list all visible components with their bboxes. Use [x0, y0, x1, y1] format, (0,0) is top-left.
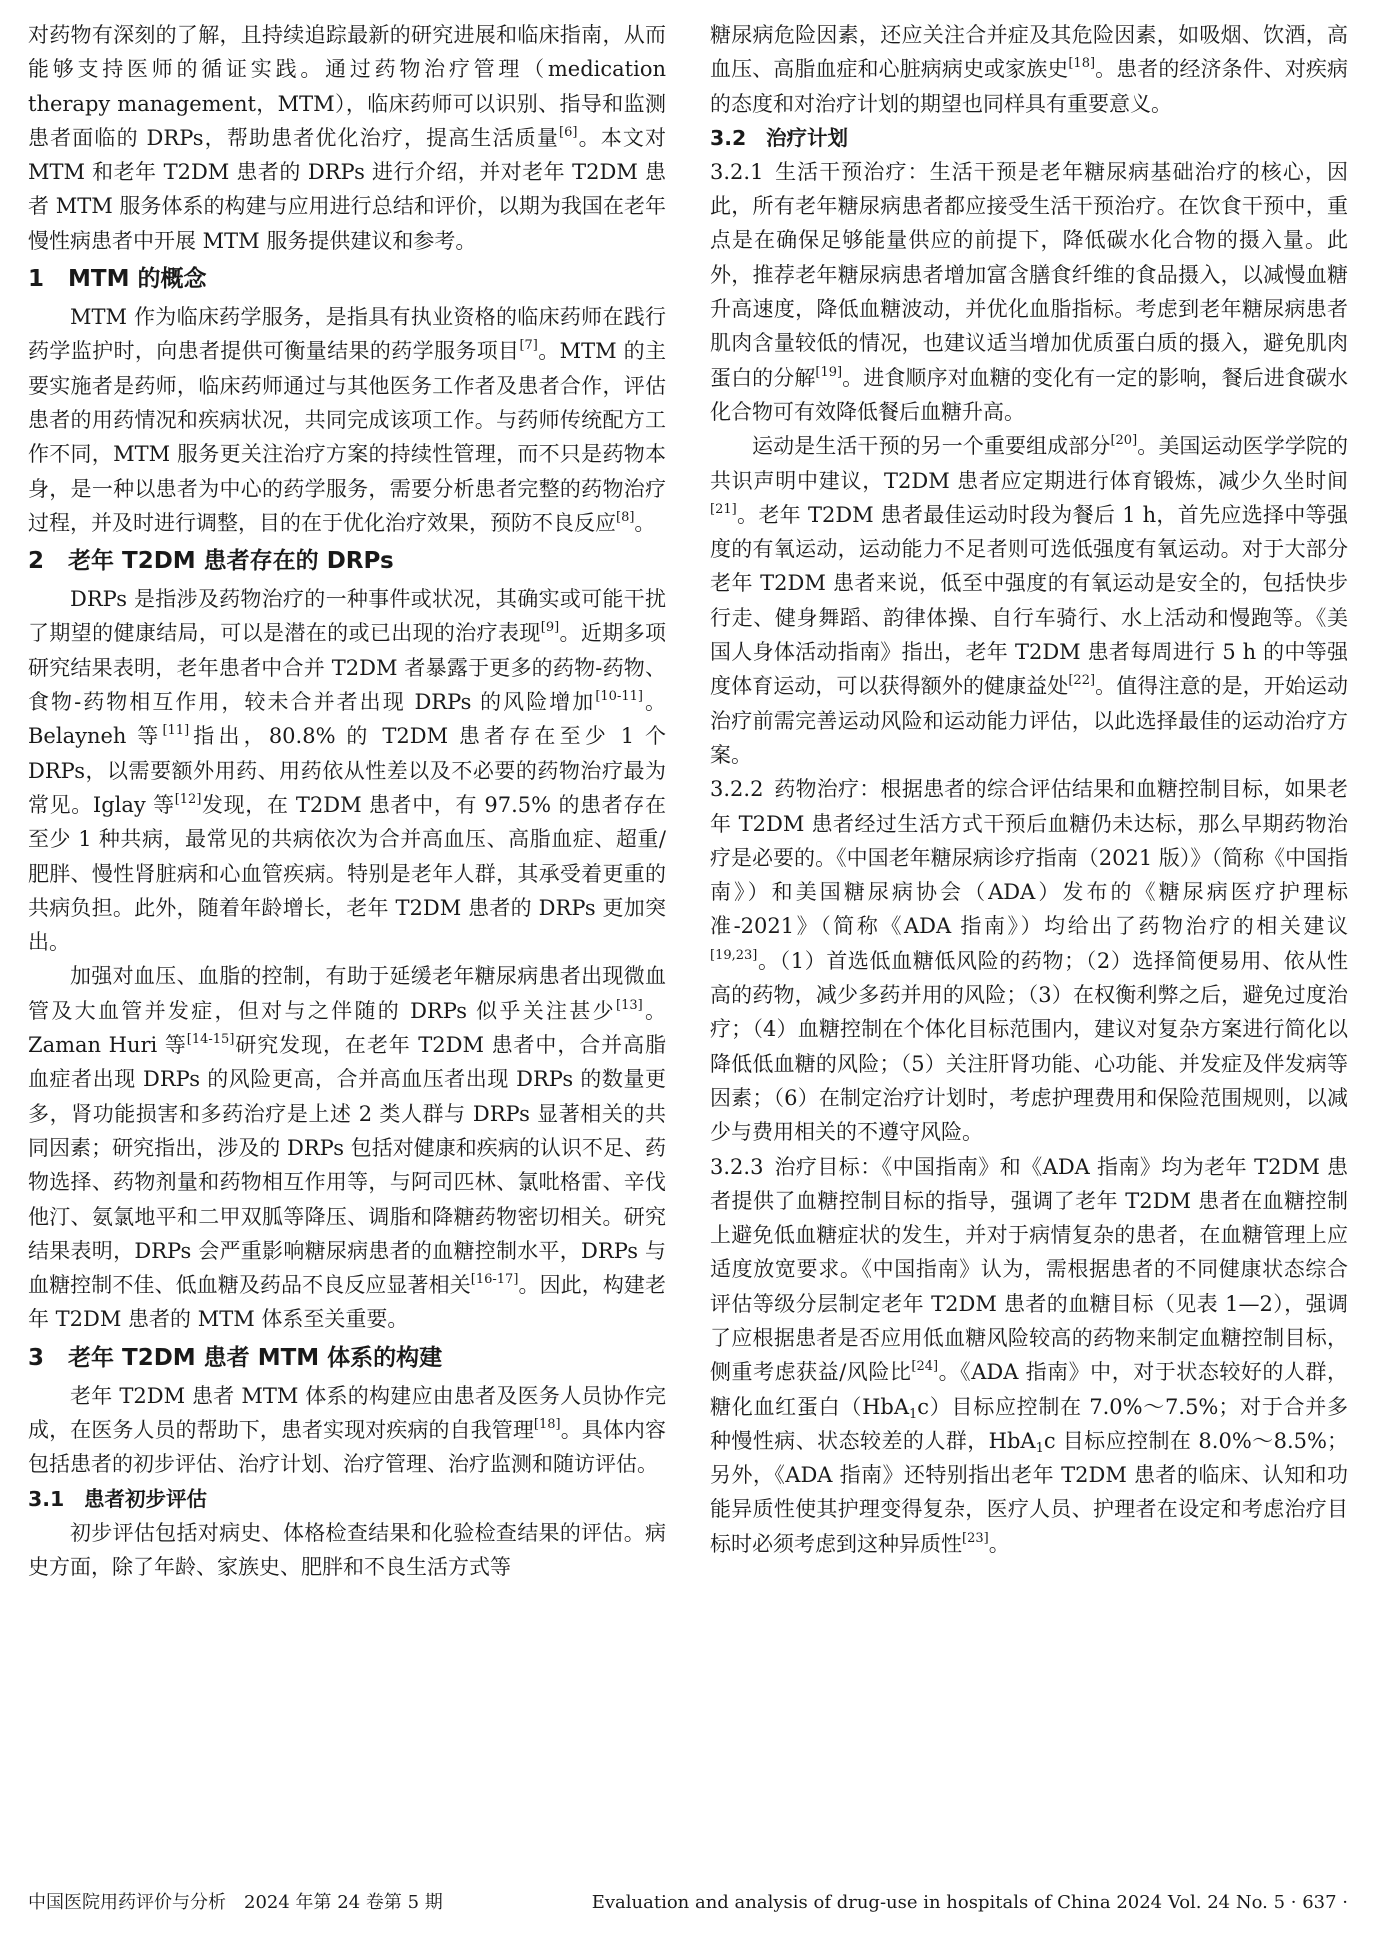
- section-3-2-1-paragraph-1: 3.2.1 生活干预治疗：生活干预是老年糖尿病基础治疗的核心，因此，所有老年糖尿病患者都应接受生活干预治疗。在饮食干预中，重点是在确保足够能量供应的前提下，降低碳水化合物的摄入量。此外，推荐老年糖尿病患者增加富含膳食纤维的食品摄入，以减慢血糖升高速度，降低血糖波动，并优化血脂指标。考虑到老年糖尿病患者肌肉含量较低的情况，也建议适当增加优质蛋白质的摄入，避免肌肉蛋白的分解[19]。进食顺序对血糖的变化有一定的影响，餐后进食碳水化合物可有效降低餐后血糖升高。: [710, 155, 1348, 429]
- subsubsection-number: 3.2.1: [710, 159, 764, 184]
- citation: [24]: [911, 1359, 939, 1375]
- section-2-paragraph-1: DRPs 是指涉及药物治疗的一种事件或状况，其确实或可能干扰了期望的健康结局，可以是潜在的或已出现的治疗表现[9]。近期多项研究结果表明，老年患者中合并 T2DM 者暴露于更多的药物-药物、食物-药物相互作用，较未合并者出现 DRPs 的风险增加[10-11]。Belayneh 等[11]指出，80.8% 的 T2DM 患者存在至少 1 个 DRPs，以需要额外用药、用药依从性差以及不必要的药物治疗最为常见。Iglay 等[12]发现，在 T2DM 患者中，有 97.5% 的患者存在至少 1 种共病，最常见的共病依次为合并高血压、高脂血症、超重/肥胖、慢性肾脏病和心血管疾病。特别是老年人群，其承受着更重的共病负担。此外，随着年龄增长，老年 T2DM 患者的 DRPs 更加突出。: [28, 587, 667, 955]
- citation: [9]: [540, 620, 560, 636]
- citation: [16-17]: [470, 1272, 519, 1288]
- continued-paragraph: 糖尿病危险因素，还应关注合并症及其危险因素，如吸烟、饮酒，高血压、高脂血症和心脏病病史或家族史[18]。患者的经济条件、对疾病的态度和对治疗计划的期望也同样具有重要意义。: [710, 23, 1349, 116]
- citation: [18]: [1068, 56, 1096, 72]
- section-heading-1: 1 MTM 的概念: [28, 266, 207, 293]
- subsection-heading-3-1: 3.1 患者初步评估: [28, 1486, 207, 1511]
- section-3-2-2-paragraph: 3.2.2 药物治疗：根据患者的综合评估结果和血糖控制目标，如果老年 T2DM 患者经过生活方式干预后血糖仍未达标，那么早期药物治疗是必要的。《中国老年糖尿病诊疗指南（2021 版）》（简称《中国指南》）和美国糖尿病协会（ADA）发布的《糖尿病医疗护理标准-2021》（简称《ADA 指南》）均给出了药物治疗的相关建议[19,23]。（1）首选低血糖低风险的药物；（2）选择简便易用、依从性高的药物，减少多药并用的风险；（3）在权衡利弊之后，避免过度治疗；（4）血糖控制在个体化目标范围内，建议对复杂方案进行简化以降低低血糖的风险；（5）关注肝肾功能、心功能、并发症及伴发病等因素；（6）在制定治疗计划时，考虑护理费用和保险范围规则，以减少与费用相关的不遵守风险。: [710, 772, 1348, 1149]
- section-heading-2: 2 老年 T2DM 患者存在的 DRPs: [28, 548, 394, 575]
- section-heading-3: 3 老年 T2DM 患者 MTM 体系的构建: [28, 1344, 443, 1371]
- citation: [12]: [174, 791, 202, 807]
- citation: [10-11]: [595, 689, 643, 705]
- section-3-1-paragraph: 初步评估包括对病史、体格检查结果和化验检查结果的评估。病史方面，除了年龄、家族史、肥胖和不良生活方式等: [28, 1520, 666, 1579]
- citation: [11]: [162, 723, 190, 739]
- citation: [23]: [962, 1530, 989, 1546]
- citation: [6]: [559, 124, 578, 140]
- citation: [8]: [616, 509, 635, 525]
- citation: [21]: [710, 501, 737, 517]
- subsubsection-number: 3.2.2: [710, 777, 764, 802]
- citation: [18]: [533, 1416, 561, 1432]
- right-column: [710, 18, 1348, 1561]
- section-3-paragraph: 老年 T2DM 患者 MTM 体系的构建应由患者及医务人员协作完成，在医务人员的帮助下，患者实现对疾病的自我管理[18]。具体内容包括患者的初步评估、治疗计划、治疗管理、治疗监测和随访评估。: [28, 1383, 667, 1477]
- citation: [7]: [519, 338, 538, 354]
- section-1-paragraph: MTM 作为临床药学服务，是指具有执业资格的临床药师在践行药学监护时，向患者提供可衡量结果的药学服务项目[7]。MTM 的主要实施者是药师，临床药师通过与其他医务工作者及患者合作，评估患者的用药情况和疾病状况，共同完成该项工作。与药师传统配方工作不同，MTM 服务更关注治疗方案的持续性管理，而不只是药物本身，是一种以患者为中心的药学服务，需要分析患者完整的药物治疗过程，并及时进行调整，目的在于优化治疗效果，预防不良反应[8]。: [28, 305, 667, 535]
- journal-name-cn: 中国医院用药评价与分析 2024 年第 24 卷第 5 期: [28, 1892, 443, 1913]
- citation: [22]: [1068, 673, 1096, 689]
- subscript: 1: [1035, 1440, 1044, 1456]
- citation: [13]: [616, 997, 643, 1013]
- journal-name-en: Evaluation and analysis of drug-use in hospitals of China 2024 Vol. 24 No. 5 · 637 ·: [591, 1892, 1348, 1913]
- left-column: [28, 18, 666, 1584]
- section-3-2-3-paragraph: 3.2.3 治疗目标：《中国指南》和《ADA 指南》均为老年 T2DM 患者提供了血糖控制目标的指导，强调了老年 T2DM 患者在血糖控制上避免低血糖症状的发生，并对于病情复杂的患者，在血糖管理上应适度放宽要求。《中国指南》认为，需根据患者的不同健康状态综合评估等级分层制定老年 T2DM 患者的血糖目标（见表 1—2），强调了应根据患者是否应用低血糖风险较高的药物来制定血糖控制目标，侧重考虑获益/风险比[24]。《ADA 指南》中，对于状态较好的人群，糖化血红蛋白（HbA$_1$c）目标应控制在 7.0%～7.5%；对于合并多种慢性病、状态较差的人群，HbA$_1$c 目标应控制在 8.0%～8.5%；另外，《ADA 指南》还特别指出老年 T2DM 患者的临床、认知和功能异质性使其护理变得复杂，医疗人员、护理者在设定和考虑治疗目标时必须考虑到这种异质性[23]。: [710, 1150, 1348, 1562]
- subscript: 1: [909, 1406, 918, 1422]
- citation: [19,23]: [710, 947, 758, 963]
- page-footer: [28, 1888, 1348, 1918]
- section-2-paragraph-2: 加强对血压、血脂的控制，有助于延缓老年糖尿病患者出现微血管及大血管并发症，但对与之伴随的 DRPs 似乎关注甚少[13]。Zaman Huri 等[14-15]研究发现，在老年 T2DM 患者中，合并高脂血症者出现 DRPs 的风险更高，合并高血压者出现 DRPs 的数量更多，肾功能损害和多药治疗是上述 2 类人群与 DRPs 显著相关的共同因素；研究指出，涉及的 DRPs 包括对健康和疾病的认识不足、药物选择、药物剂量和药物相互作用等，与阿司匹林、氯吡格雷、辛伐他汀、氨氯地平和二甲双胍等降压、调脂和降糖药物密切相关。研究结果表明，DRPs 会严重影响糖尿病患者的血糖控制水平，DRPs 与血糖控制不佳、低血糖及药品不良反应显著相关[16-17]。因此，构建老年 T2DM 患者的 MTM 体系至关重要。: [28, 964, 667, 1332]
- subsubsection-number: 3.2.3: [710, 1154, 764, 1179]
- section-3-2-1-paragraph-2: 运动是生活干预的另一个重要组成部分[20]。美国运动医学学院的共识声明中建议，T2DM 患者应定期进行体育锻炼，减少久坐时间[21]。老年 T2DM 患者最佳运动时段为餐后 1 h，首先应选择中等强度的有氧运动，运动能力不足者则可选低强度有氧运动。对于大部分老年 T2DM 患者来说，低至中强度的有氧运动是安全的，包括快步行走、健身舞蹈、韵律体操、自行车骑行、水上活动和慢跑等。《美国人身体活动指南》指出，老年 T2DM 患者每周进行 5 h 的中等强度体育运动，可以获得额外的健康益处[22]。值得注意的是，开始运动治疗前需完善运动风险和运动能力评估，以此选择最佳的运动治疗方案。: [710, 433, 1349, 767]
- citation: [14-15]: [186, 1032, 235, 1048]
- intro-paragraph: 对药物有深刻的了解，且持续追踪最新的研究进展和临床指南，从而能够支持医师的循证实践。通过药物治疗管理（medication therapy management，MTM），临床药师可以识别、指导和监测患者面临的 DRPs，帮助患者优化治疗，提高生活质量[6]。本文对 MTM 和老年 T2DM 患者的 DRPs 进行介绍，并对老年 T2DM 患者 MTM 服务体系的构建与应用进行总结和评价，以期为我国在老年慢性病患者中开展 MTM 服务提供建议和参考。: [28, 23, 667, 253]
- citation: [19]: [815, 364, 843, 380]
- citation: [20]: [1110, 433, 1138, 449]
- subsection-heading-3-2: 3.2 治疗计划: [710, 125, 848, 150]
